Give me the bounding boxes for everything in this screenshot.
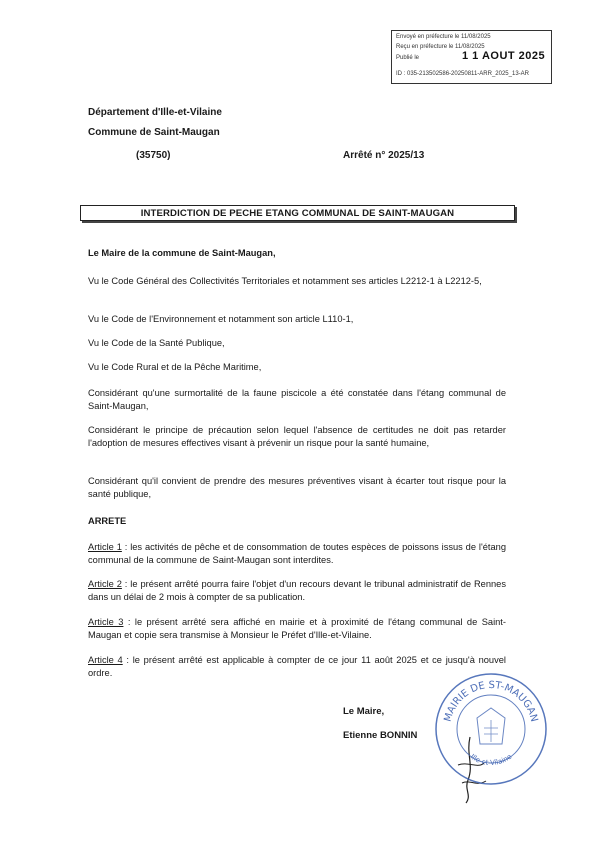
article-4-text: : le présent arrêté est applicable à compter de ce jour 11 août 2025 et ce jusqu'à nouvel ordre.	[88, 655, 506, 678]
arrete-number: Arrêté n° 2025/13	[343, 150, 425, 161]
svg-text:Ille-et-Vilaine: Ille-et-Vilaine	[468, 752, 514, 768]
title-box	[80, 205, 515, 221]
article-1	[88, 541, 506, 567]
article-4-label: Article 4	[88, 655, 123, 665]
svg-text:MAIRIE DE ST-MAUGAN: MAIRIE DE ST-MAUGAN	[442, 679, 540, 724]
article-2-label: Article 2	[88, 579, 122, 589]
department-name: Département d'Ille-et-Vilaine	[88, 107, 222, 118]
vu-public-health: Vu le Code de la Santé Publique,	[88, 338, 225, 348]
vu-environment: Vu le Code de l'Environnement et notamment son article L110-1,	[88, 314, 354, 324]
prefecture-reception-stamp	[391, 30, 552, 84]
stamp-sent-line: Envoyé en préfecture le 11/08/2025	[396, 34, 491, 40]
article-3-label: Article 3	[88, 617, 124, 627]
commune-name: Commune de Saint-Maugan	[88, 127, 220, 138]
arrete-heading: ARRETE	[88, 516, 127, 526]
considerant-mortality: Considérant qu'une surmortalité de la faune piscicole a été constatée dans l'étang communal de Saint-Maugan,	[88, 388, 506, 411]
stamp-id-line: ID : 035-213502586-20250811-ARR_2025_13-AR	[396, 71, 529, 77]
article-2	[88, 578, 506, 604]
mairie-seal-icon	[432, 670, 550, 788]
stamp-published-label: Publié le	[396, 55, 420, 61]
article-3-text: : le présent arrêté sera affiché en mairie et à proximité de l'étang communal de Saint-Maugan et copie sera transmise à Monsieur le Préfet d'Ille-et-Vilaine.	[88, 617, 506, 640]
article-3	[88, 616, 506, 642]
considerant-precaution: Considérant le principe de précaution selon lequel l'absence de certitudes ne doit pas retarder l'adoption de mesures effectives visant à prévenir un risque pour la santé humaine,	[88, 425, 506, 448]
stamp-received-line: Reçu en préfecture le 11/08/2025	[396, 44, 485, 50]
mayor-intro: Le Maire de la commune de Saint-Maugan,	[88, 248, 276, 258]
vu-rural-code: Vu le Code Rural et de la Pêche Maritime,	[88, 362, 262, 372]
article-1-text: : les activités de pêche et de consommation de toutes espèces de poissons issus de l'étang communal de la commune de Saint-Maugan sont interdites.	[88, 542, 506, 565]
stamp-published-date: 1 1 AOUT 2025	[462, 50, 546, 62]
article-2-text: : le présent arrêté pourra faire l'objet d'un recours devant le tribunal administratif de Rennes dans un délai de 2 mois à compter de sa publication.	[88, 579, 506, 602]
considerant-preventive: Considérant qu'il convient de prendre des mesures préventives visant à écarter tout risque pour la santé publique,	[88, 476, 506, 499]
document-title: INTERDICTION DE PECHE ETANG COMMUNAL DE SAINT-MAUGAN	[140, 208, 455, 219]
signatory-name: Etienne BONNIN	[343, 730, 418, 741]
article-1-label: Article 1	[88, 542, 122, 552]
signatory-role: Le Maire,	[343, 706, 385, 717]
vu-cgct: Vu le Code Général des Collectivités Territoriales et notamment ses articles L2212-1 à L2212-5,	[88, 276, 482, 286]
postal-code: (35750)	[136, 150, 171, 161]
